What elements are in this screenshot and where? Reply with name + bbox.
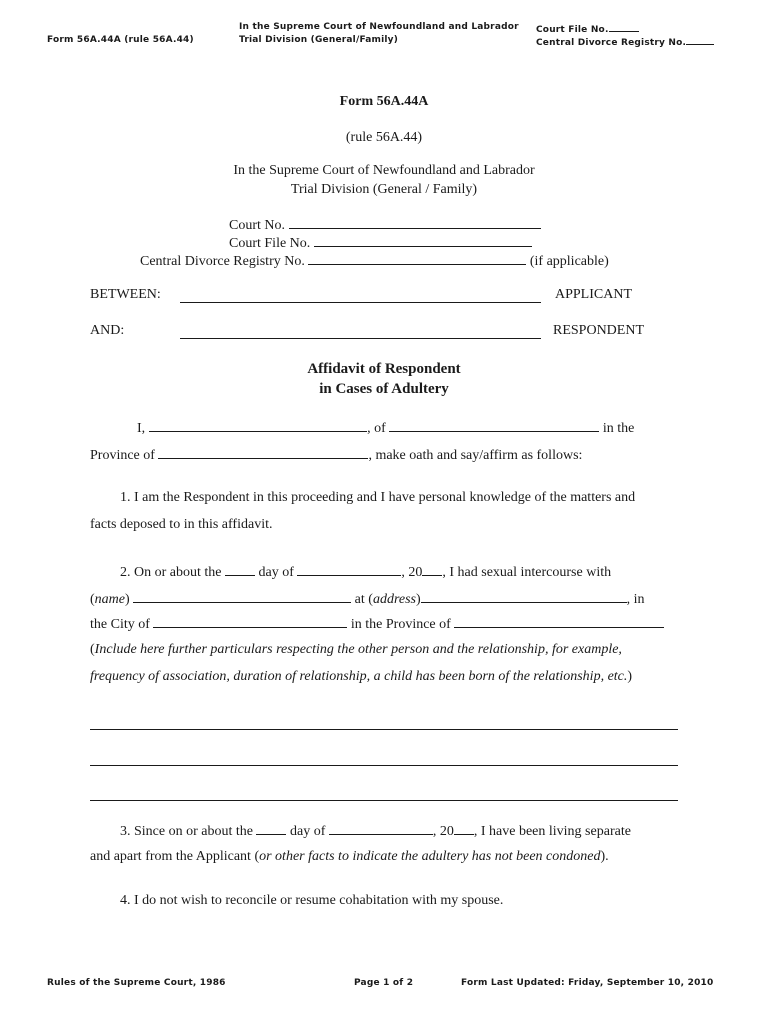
if-applicable-note: (if applicable) [529,254,609,269]
footer-last-updated: Form Last Updated: Friday, September 10, 2010 [461,978,714,988]
court-name: In the Supreme Court of Newfoundland and Labrador [233,163,535,178]
between-label: BETWEEN: [90,287,161,302]
applicant-name-field[interactable] [180,302,541,303]
para4-text: 4. I do not wish to reconcile or resume cohabitation with my spouse. [120,893,504,908]
intro-province-of: Province of [90,448,155,463]
form-rule: (rule 56A.44) [345,130,423,145]
particulars-line-1[interactable] [90,729,678,730]
para2-month-field[interactable] [297,563,401,576]
para2-line2 [90,590,645,608]
header-court-name: In the Supreme Court of Newfoundland and Labrador [239,22,519,32]
affidavit-title-line1: Affidavit of Respondent [307,361,461,377]
header-registry-no-blank[interactable] [686,35,714,45]
respondent-name-field[interactable] [180,338,541,339]
para2-paren-close: ) [125,592,130,607]
para2-name-field[interactable] [133,590,351,603]
para2-line1 [120,563,611,581]
para3-day-of: day of [289,824,326,839]
para3-month-field[interactable] [329,822,433,835]
para2-on-or-about: 2. On or about the [120,565,222,580]
deponent-province-field[interactable] [158,446,368,459]
footer-rules: Rules of the Supreme Court, 1986 [47,978,226,988]
header-division: Trial Division (General/Family) [239,35,399,45]
form-title: Form 56A.44A [339,94,429,109]
registry-no-field[interactable] [308,252,526,265]
para2-day-field[interactable] [225,563,255,576]
para2-in-province: in the Province of [350,617,451,632]
intro-of: , of [367,421,386,436]
intro-line1 [137,419,634,437]
registry-no-row [140,252,609,270]
para3-since: 3. Since on or about the [120,824,253,839]
particulars-line-3[interactable] [90,800,678,801]
intro-i: I, [137,421,146,436]
para3-line2c: ). [600,849,609,864]
court-no-row [229,216,541,234]
para3-line2b: or other facts to indicate the adultery has not been condoned [259,849,601,864]
para2-note-paren: ( [90,642,95,657]
para2-line3 [90,615,664,633]
intro-in-the: in the [602,421,635,436]
para2-province-field[interactable] [454,615,664,628]
para3-year-prefix: , 20 [432,824,454,839]
footer-page-number: Page 1 of 2 [354,978,414,988]
registry-no-label: Central Divorce Registry No. [140,254,305,269]
para2-note-close: ) [627,669,633,684]
para2-year-field[interactable] [422,563,442,576]
applicant-label: APPLICANT [555,287,633,302]
header-file-no-blank[interactable] [609,22,639,32]
deponent-city-field[interactable] [389,419,599,432]
para2-at: at ( [354,592,373,607]
header-file-no-label: Court File No. [536,25,609,35]
para2-address-close: ) [415,592,421,607]
court-no-label: Court No. [229,218,285,233]
para2-note-text1: Include here further particulars respecting the other person and the relationship, for example, [94,642,622,657]
deponent-name-field[interactable] [149,419,367,432]
para2-address-label: address [372,592,416,607]
para2-name-label: name [94,592,125,607]
para2-comma-in: , in [626,592,645,607]
para2-note-line2 [90,669,632,685]
para3-year-field[interactable] [454,822,474,835]
and-label: AND: [90,323,125,338]
para3-line2 [90,849,609,865]
affidavit-title-line2: in Cases of Adultery [319,381,449,397]
court-division: Trial Division (General / Family) [290,182,478,197]
para2-day-of: day of [258,565,294,580]
particulars-line-2[interactable] [90,765,678,766]
para2-intercourse: , I had sexual intercourse with [442,565,612,580]
header-registry-no [536,35,714,48]
para3-living: , I have been living separate [473,824,631,839]
para3-line2a: and apart from the Applicant ( [90,849,260,864]
header-form-ref: Form 56A.44A (rule 56A.44) [47,35,194,45]
intro-line2 [90,446,582,464]
para1-line1: 1. I am the Respondent in this proceeding and I have personal knowledge of the matters and [120,490,636,505]
para2-year-prefix: , 20 [401,565,423,580]
court-file-no-row [229,234,532,252]
header-registry-no-label: Central Divorce Registry No. [536,38,687,48]
para1-line2: facts deposed to in this affidavit. [90,517,273,532]
respondent-label: RESPONDENT [553,323,645,338]
para2-address-field[interactable] [421,590,627,603]
para3-line1 [120,822,631,840]
para2-paren-open: ( [90,592,95,607]
header-file-no [536,22,639,35]
para3-day-field[interactable] [256,822,286,835]
para2-note-line1 [90,642,622,658]
intro-oath: , make oath and say/affirm as follows: [368,448,583,463]
para2-city-field[interactable] [153,615,347,628]
court-file-no-label: Court File No. [229,236,311,251]
court-no-field[interactable] [289,216,541,229]
para2-note-text2: frequency of association, duration of relationship, a child has been born of the relationship, etc. [90,669,628,684]
para2-city-of: the City of [90,617,150,632]
court-file-no-field[interactable] [314,234,532,247]
